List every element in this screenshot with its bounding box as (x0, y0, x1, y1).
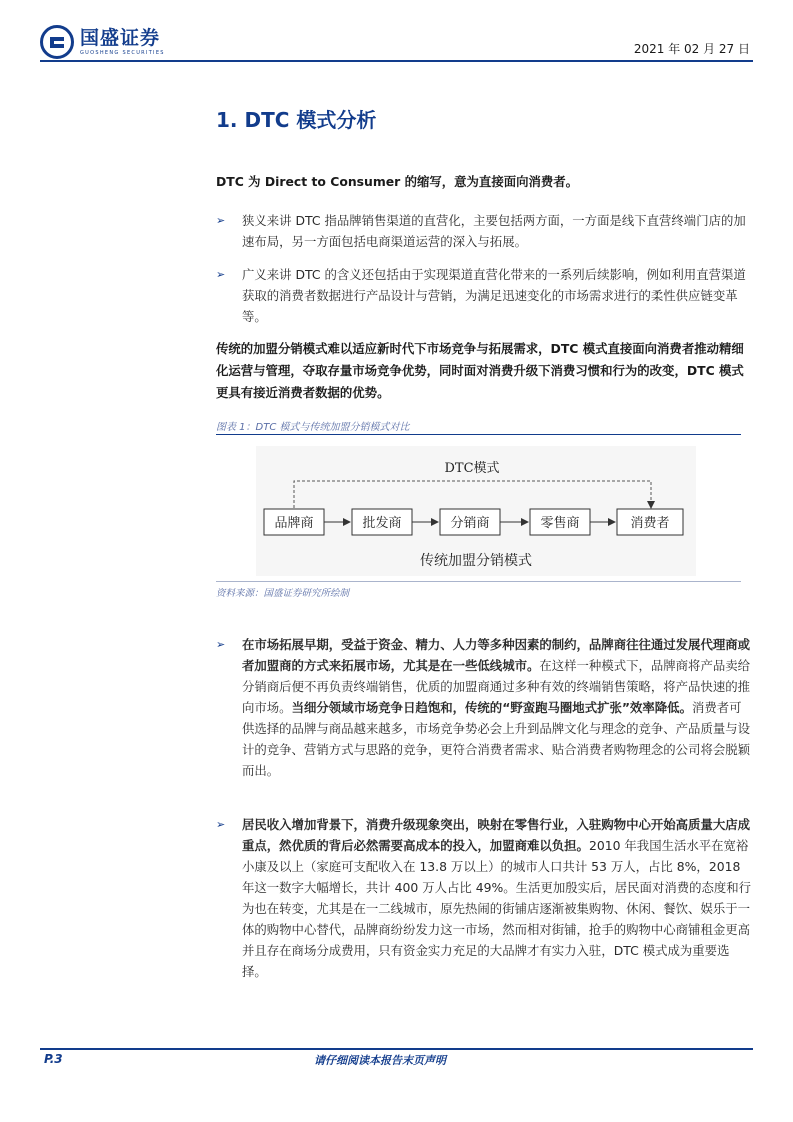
bullet-arrow-icon: ➢ (216, 214, 226, 227)
dtc-vs-traditional-diagram (216, 436, 741, 579)
section-title: 1. DTC 模式分析 (216, 108, 377, 132)
node-retailer (530, 509, 590, 535)
bullet-market-expansion (216, 634, 752, 781)
node-consumer-label: 消费者 (630, 516, 670, 531)
bullet-text (242, 814, 752, 982)
bullet-normal-text: 在这样一种模式下，品牌商将产品卖给分销商后便不再负责终端销售，优质的加盟商通过多种有效的终端销售策略，将产品快速的推向市场。 (242, 658, 751, 715)
report-date: 2021 年 02 月 27 日 (633, 42, 750, 56)
bullet-bold-text: 当细分领域市场竞争日趋饱和，传统的“野蛮跑马圈地式扩张”效率降低。 (291, 700, 692, 715)
bullet-arrow-icon: ➢ (216, 818, 226, 831)
guosheng-logo-icon (40, 25, 74, 59)
bullet-bold-text: 在市场拓展早期，受益于资金、精力、人力等多种因素的制约，品牌商往往通过发展代理商或者加盟商的方式来拓展市场，尤其是在一些低线城市。 (242, 637, 751, 673)
bullet-normal-text: 消费者可供选择的品牌与商品越来越多，市场竞争势必会上升到品牌文化与理念的竞争、产品质量与设计的竞争、营销方式与思路的竞争，更符合消费者需求、贴合消费者购物理念的公司将会脱颖而出。 (242, 700, 751, 778)
bullet-text: 狭义来讲 DTC 指品牌销售渠道的直营化，主要包括两方面，一方面是线下直营终端门店的加速布局，另一方面包括电商渠道运营的深入与拓展。 (242, 213, 746, 249)
bullet-bold-text: 居民收入增加背景下，消费升级现象突出，映射在零售行业，入驻购物中心开始高质量大店成重点，然优质的背后必然需要高成本的投入，加盟商难以负担。 (242, 817, 751, 853)
footer-disclaimer-note: 请仔细阅读本报告末页声明 (314, 1054, 446, 1067)
node-retailer-label: 零售商 (540, 516, 580, 531)
logo-chinese-name: 国盛证券 (80, 27, 161, 49)
figure-caption: 图表 1：DTC 模式与传统加盟分销模式对比 (216, 422, 410, 433)
node-brand (264, 509, 324, 535)
bullet-broad-definition (216, 264, 752, 327)
diagram-svg (216, 436, 741, 579)
bullet-text: 广义来讲 DTC 的含义还包括由于实现渠道直营化带来的一系列后续影响，例如利用直营渠道获取的消费者数据进行产品设计与营销，为满足迅速变化的市场需求进行的柔性供应链变革等。 (242, 267, 746, 324)
dtc-bypass-line (294, 481, 651, 508)
node-brand-label: 品牌商 (274, 516, 314, 531)
key-argument-paragraph: 传统的加盟分销模式难以适应新时代下市场竞争与拓展需求，DTC 模式直接面向消费者推动精细化运营与管理，夺取存量市场竞争优势，同时面对消费升级下消费习惯和行为的改变，DTC 模式更具有接近消费者数据的优势。 (216, 341, 744, 400)
logo-english-name: GUOSHENG SECURITIES (80, 50, 165, 56)
bullet-narrow-definition (216, 210, 752, 252)
page-number: P.3 (44, 1052, 63, 1066)
header-divider (40, 60, 753, 62)
bullet-normal-text: 2010 年我国生活水平在宽裕小康及以上（家庭可支配收入在 13.8 万以上）的城市人口共计 53 万人，占比 8%，2018 年这一数字大幅增长，共计 400 万人占比 49%。生活更加殷实后，居民面对消费的态度和行为也在转变，尤其是在一二线城市，原先热闹的街铺店逐渐被集购物、休闲、餐饮、娱乐于一体的购物中心替代，品牌商纷纷发力这一市场，然而相对街铺，抢手的购物中心商铺租金更高并且存在商场分成费用，只有资金实力充足的大品牌才有实力入驻，DTC 模式成为重要选择。 (242, 838, 752, 979)
company-logo (40, 22, 165, 62)
figure-bottom-rule (216, 581, 741, 582)
bullet-arrow-icon: ➢ (216, 268, 226, 281)
node-consumer (617, 509, 683, 535)
node-distributor (440, 509, 500, 535)
node-wholesaler-label: 批发商 (362, 516, 402, 531)
footer-divider (40, 1048, 753, 1050)
bullet-text (242, 634, 752, 781)
intro-paragraph: DTC 为 Direct to Consumer 的缩写，意为直接面向消费者。 (216, 174, 579, 189)
dtc-mode-label: DTC模式 (444, 461, 500, 476)
node-distributor-label: 分销商 (450, 516, 490, 531)
bullet-arrow-icon: ➢ (216, 638, 226, 651)
node-wholesaler (352, 509, 412, 535)
bullet-consumption-upgrade (216, 814, 752, 982)
figure-source: 资料来源：国盛证券研究所绘制 (216, 588, 350, 599)
figure-top-rule (216, 434, 741, 435)
traditional-mode-label: 传统加盟分销模式 (420, 553, 532, 569)
